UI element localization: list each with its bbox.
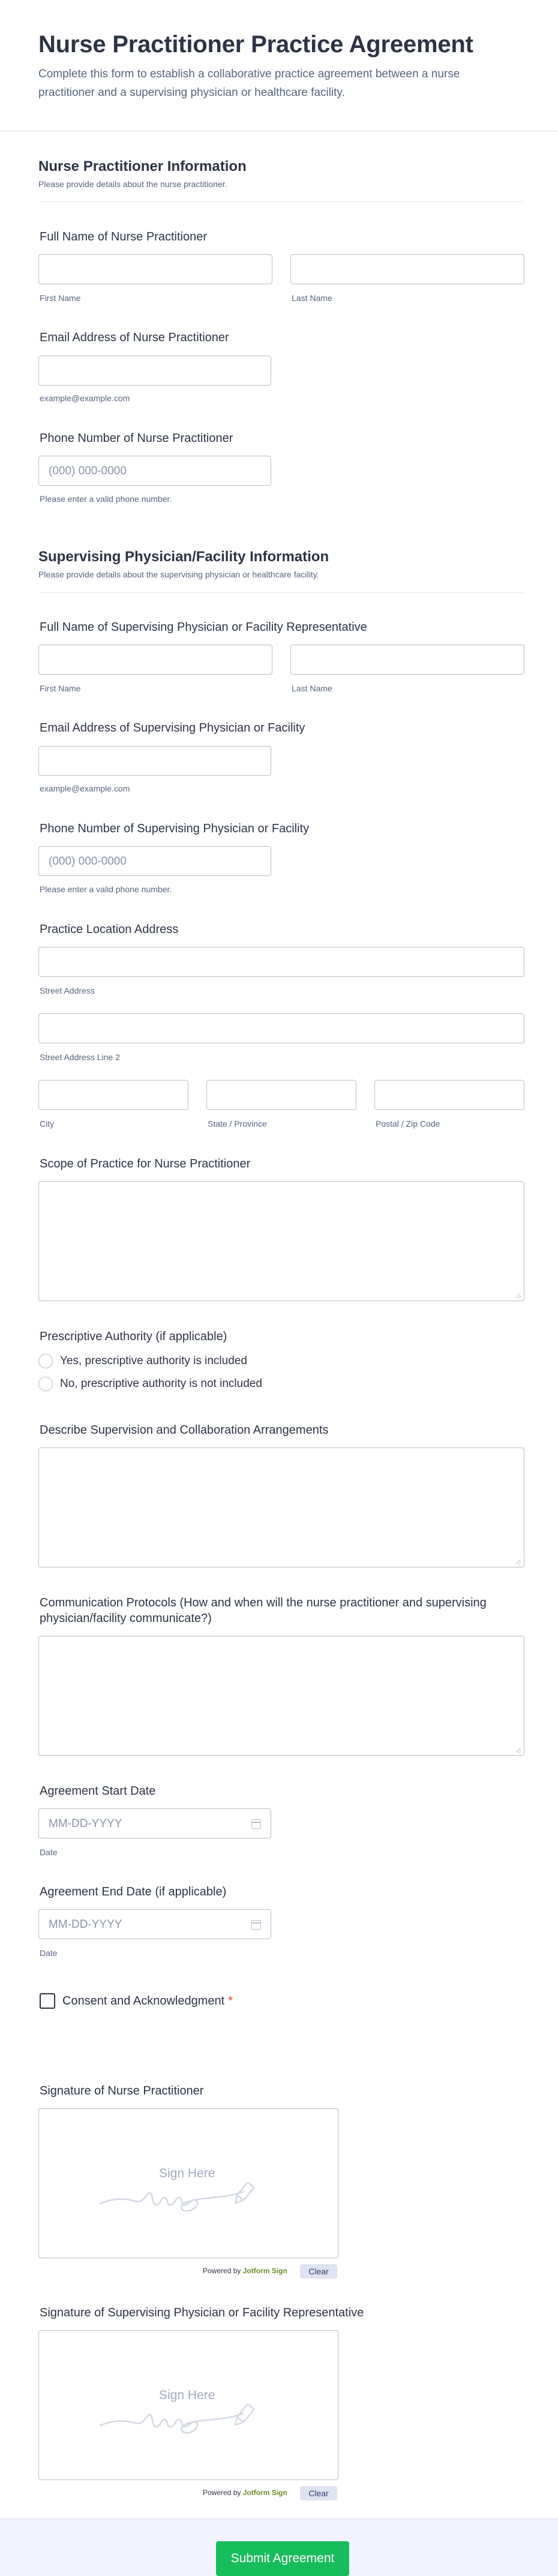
- start-date-label: Agreement Start Date: [40, 1784, 156, 1798]
- required-mark: *: [228, 1994, 233, 2008]
- np-last-name-input[interactable]: [290, 254, 524, 284]
- section-divider: [38, 201, 524, 202]
- resize-handle-icon[interactable]: [515, 1558, 521, 1564]
- scope-label: Scope of Practice for Nurse Practitioner: [40, 1157, 251, 1170]
- calendar-icon[interactable]: [251, 1920, 261, 1930]
- section-title-np: Nurse Practitioner Information: [38, 158, 247, 174]
- prescriptive-option-yes[interactable]: [38, 1354, 247, 1368]
- end-date-placeholder: MM-DD-YYYY: [49, 1918, 122, 1931]
- np-email-sublabel: example@example.com: [40, 393, 130, 403]
- np-first-name-input[interactable]: [38, 254, 272, 284]
- sp-phone-input[interactable]: [38, 846, 271, 876]
- np-first-name-sublabel: First Name: [40, 293, 81, 303]
- state-input[interactable]: [206, 1080, 356, 1110]
- supervision-textarea[interactable]: [38, 1448, 524, 1567]
- np-email-label: Email Address of Nurse Practitioner: [40, 331, 229, 344]
- np-phone-label: Phone Number of Nurse Practitioner: [40, 432, 233, 445]
- street-address-line2-sublabel: Street Address Line 2: [40, 1052, 120, 1062]
- powered-prefix: Powered by: [203, 2488, 241, 2497]
- section-subtitle-np: Please provide details about the nurse practitioner.: [38, 179, 227, 189]
- end-date-input[interactable]: [38, 1909, 271, 1939]
- sp-phone-sublabel: Please enter a valid phone number.: [40, 884, 172, 894]
- powered-prefix: Powered by: [203, 2267, 241, 2275]
- consent-label[interactable]: [62, 1993, 233, 2009]
- np-email-input[interactable]: [38, 356, 271, 386]
- city-input[interactable]: [38, 1080, 188, 1110]
- sp-first-name-input[interactable]: [38, 645, 272, 675]
- np-name-label: Full Name of Nurse Practitioner: [40, 230, 207, 243]
- prescriptive-label: Prescriptive Authority (if applicable): [40, 1330, 227, 1343]
- np-phone-input[interactable]: [38, 456, 271, 486]
- np-phone-sublabel: Please enter a valid phone number.: [40, 494, 172, 504]
- resize-handle-icon[interactable]: [515, 1747, 521, 1753]
- start-date-placeholder: MM-DD-YYYY: [49, 1817, 122, 1830]
- sp-phone-placeholder: (000) 000-0000: [49, 855, 127, 868]
- state-sublabel: State / Province: [208, 1119, 267, 1128]
- powered-brand: Jotform Sign: [242, 2267, 287, 2275]
- sig-np-clear-button[interactable]: Clear: [300, 2264, 337, 2279]
- sp-email-input[interactable]: [38, 746, 271, 776]
- supervision-label: Describe Supervision and Collaboration Arrangements: [40, 1424, 329, 1437]
- sp-email-sublabel: example@example.com: [40, 784, 130, 793]
- end-date-label: Agreement End Date (if applicable): [40, 1885, 227, 1898]
- sp-email-label: Email Address of Supervising Physician or Facility: [40, 721, 305, 735]
- city-sublabel: City: [40, 1119, 55, 1128]
- communication-textarea[interactable]: [38, 1636, 524, 1756]
- sig-sp-label: Signature of Supervising Physician or Facility Representative: [40, 2306, 364, 2319]
- calendar-icon[interactable]: [251, 1819, 261, 1829]
- section-divider: [38, 592, 524, 593]
- resize-handle-icon[interactable]: [515, 1292, 521, 1298]
- start-date-input[interactable]: [38, 1808, 271, 1838]
- radio-label: Yes, prescriptive authority is included: [60, 1355, 247, 1367]
- street-address-sublabel: Street Address: [40, 986, 95, 995]
- sp-last-name-input[interactable]: [290, 645, 524, 675]
- submit-button[interactable]: Submit Agreement: [216, 2541, 349, 2576]
- sig-np-label: Signature of Nurse Practitioner: [40, 2084, 204, 2097]
- sp-name-label: Full Name of Supervising Physician or Facility Representative: [40, 621, 367, 634]
- section-title-sp: Supervising Physician/Facility Information: [38, 549, 329, 565]
- zip-input[interactable]: [374, 1080, 524, 1110]
- street-address-input[interactable]: [38, 947, 524, 977]
- sig-np-pad[interactable]: [38, 2108, 338, 2258]
- sig-sp-clear-button[interactable]: Clear: [300, 2486, 337, 2500]
- section-subtitle-sp: Please provide details about the supervising physician or healthcare facility.: [38, 570, 319, 579]
- signature-scribble-icon: [99, 2181, 285, 2217]
- sig-sp-pad[interactable]: [38, 2330, 338, 2480]
- powered-brand: Jotform Sign: [242, 2488, 287, 2497]
- radio-button[interactable]: [38, 1377, 53, 1391]
- radio-button[interactable]: [38, 1354, 53, 1368]
- form-title: Nurse Practitioner Practice Agreement: [38, 31, 473, 58]
- radio-label: No, prescriptive authority is not included: [60, 1377, 262, 1390]
- street-address-line2-input[interactable]: [38, 1013, 524, 1043]
- form-subtitle: Complete this form to establish a collaborative practice agreement between a nurse practitioner and a supervising physician or healthcare facility.: [38, 68, 460, 99]
- address-label: Practice Location Address: [40, 923, 179, 936]
- consent-checkbox[interactable]: [40, 1993, 55, 2009]
- sig-np-hint: Sign Here: [159, 2166, 215, 2180]
- sig-np-powered: [203, 2267, 287, 2275]
- sig-sp-powered: [203, 2488, 287, 2497]
- signature-scribble-icon: [99, 2403, 285, 2439]
- sp-last-name-sublabel: Last Name: [292, 684, 332, 693]
- footer-divider: [0, 2518, 558, 2519]
- zip-sublabel: Postal / Zip Code: [376, 1119, 440, 1128]
- sig-sp-hint: Sign Here: [159, 2388, 215, 2402]
- np-last-name-sublabel: Last Name: [292, 293, 332, 303]
- sp-phone-label: Phone Number of Supervising Physician or Facility: [40, 822, 310, 835]
- end-date-sublabel: Date: [40, 1948, 58, 1958]
- scope-textarea[interactable]: [38, 1181, 524, 1301]
- prescriptive-option-no[interactable]: [38, 1377, 262, 1391]
- np-phone-placeholder: (000) 000-0000: [49, 465, 127, 477]
- start-date-sublabel: Date: [40, 1847, 58, 1857]
- consent-label-text: Consent and Acknowledgment: [62, 1994, 225, 2008]
- communication-label: Communication Protocols (How and when will the nurse practitioner and supervising physician/facility communicate?): [40, 1596, 487, 1625]
- sp-first-name-sublabel: First Name: [40, 684, 81, 693]
